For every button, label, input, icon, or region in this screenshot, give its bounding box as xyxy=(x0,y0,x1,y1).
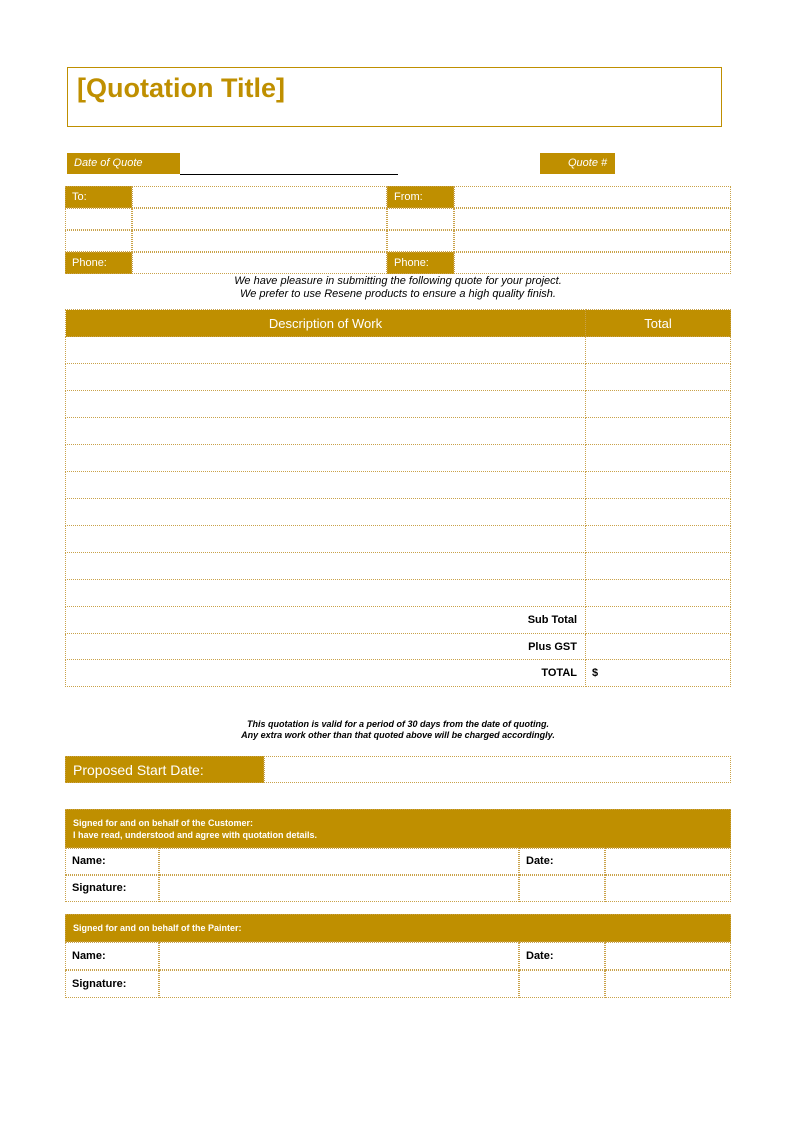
intro-line-2: We prefer to use Resene products to ensure a high quality finish. xyxy=(240,288,556,300)
total-header: Total xyxy=(586,310,731,337)
customer-header-line-1: Signed for and on behalf of the Customer: xyxy=(73,818,253,828)
description-cell[interactable] xyxy=(66,526,586,553)
to-label-text: To: xyxy=(72,191,87,203)
total-cell[interactable] xyxy=(586,337,731,364)
date-of-quote-label xyxy=(67,153,180,174)
customer-name-field[interactable] xyxy=(159,848,519,875)
customer-blank-cell xyxy=(519,875,605,902)
intro-text xyxy=(65,275,731,301)
date-of-quote-field[interactable] xyxy=(180,174,398,175)
description-cell[interactable] xyxy=(66,499,586,526)
total-cell[interactable] xyxy=(586,499,731,526)
painter-date-field[interactable] xyxy=(605,942,731,970)
phone-label-left xyxy=(65,252,132,274)
from-label-blank-3 xyxy=(387,230,454,252)
to-label-blank-3 xyxy=(65,230,132,252)
customer-signature-block xyxy=(65,809,731,902)
total-cell[interactable] xyxy=(586,445,731,472)
validity-line-2: Any extra work other than that quoted above will be charged accordingly. xyxy=(241,730,555,740)
table-row xyxy=(66,445,731,472)
customer-header-line-2: I have read, understood and agree with quotation details. xyxy=(73,830,318,840)
painter-blank-field[interactable] xyxy=(605,970,731,998)
to-from-block xyxy=(65,186,731,274)
work-table xyxy=(65,309,731,687)
customer-name-label xyxy=(65,848,159,875)
painter-blank-cell xyxy=(519,970,605,998)
subtotal-label: Sub Total xyxy=(66,607,586,634)
description-cell[interactable] xyxy=(66,472,586,499)
customer-signature-label xyxy=(65,875,159,902)
currency-symbol: $ xyxy=(592,667,599,679)
date-of-quote-text: Date of Quote xyxy=(74,157,143,169)
table-row xyxy=(66,337,731,364)
quote-number-label xyxy=(540,153,615,174)
description-cell[interactable] xyxy=(66,445,586,472)
from-phone-field[interactable] xyxy=(454,252,731,274)
start-date-row xyxy=(65,756,731,783)
gst-row xyxy=(66,634,731,660)
painter-signature-field[interactable] xyxy=(159,970,519,998)
description-header: Description of Work xyxy=(66,310,586,337)
start-date-field[interactable] xyxy=(264,756,731,783)
title-box xyxy=(67,67,722,127)
table-row xyxy=(66,472,731,499)
painter-name-label xyxy=(65,942,159,970)
total-cell[interactable] xyxy=(586,391,731,418)
phone-label-right-text: Phone: xyxy=(394,257,429,269)
to-field-2[interactable] xyxy=(132,208,387,230)
total-value[interactable] xyxy=(586,660,731,687)
validity-text xyxy=(65,719,731,741)
from-label-blank-2 xyxy=(387,208,454,230)
customer-signature-field[interactable] xyxy=(159,875,519,902)
total-label: TOTAL xyxy=(66,660,586,687)
from-field-3[interactable] xyxy=(454,230,731,252)
description-cell[interactable] xyxy=(66,337,586,364)
painter-signature-label-text: Signature: xyxy=(72,978,127,990)
gst-label: Plus GST xyxy=(66,634,586,660)
total-cell[interactable] xyxy=(586,418,731,445)
table-row xyxy=(66,580,731,607)
total-row xyxy=(66,660,731,687)
table-row xyxy=(66,364,731,391)
total-cell[interactable] xyxy=(586,526,731,553)
description-cell[interactable] xyxy=(66,580,586,607)
painter-name-label-text: Name: xyxy=(72,950,106,962)
table-row xyxy=(66,391,731,418)
quotation-title[interactable]: [Quotation Title] xyxy=(77,73,285,103)
subtotal-value[interactable] xyxy=(586,607,731,634)
painter-date-label-text: Date: xyxy=(526,950,554,962)
total-cell[interactable] xyxy=(586,580,731,607)
description-cell[interactable] xyxy=(66,364,586,391)
to-field-1[interactable] xyxy=(132,186,387,208)
customer-date-label-text: Date: xyxy=(526,855,554,867)
painter-signature-block xyxy=(65,914,731,998)
customer-signature-label-text: Signature: xyxy=(72,882,127,894)
customer-date-field[interactable] xyxy=(605,848,731,875)
table-row xyxy=(66,526,731,553)
customer-blank-field[interactable] xyxy=(605,875,731,902)
from-field-1[interactable] xyxy=(454,186,731,208)
painter-signature-label xyxy=(65,970,159,998)
description-cell[interactable] xyxy=(66,418,586,445)
total-cell[interactable] xyxy=(586,472,731,499)
start-date-label xyxy=(65,756,264,783)
painter-header xyxy=(65,914,731,942)
phone-label-right xyxy=(387,252,454,274)
customer-name-label-text: Name: xyxy=(72,855,106,867)
start-date-label-text: Proposed Start Date: xyxy=(73,762,204,778)
validity-line-1: This quotation is valid for a period of 30 days from the date of quoting. xyxy=(246,719,550,729)
description-cell[interactable] xyxy=(66,553,586,580)
description-cell[interactable] xyxy=(66,391,586,418)
to-field-3[interactable] xyxy=(132,230,387,252)
gst-value[interactable] xyxy=(586,634,731,660)
to-label-blank-2 xyxy=(65,208,132,230)
to-phone-field[interactable] xyxy=(132,252,387,274)
subtotal-row xyxy=(66,607,731,634)
total-cell[interactable] xyxy=(586,364,731,391)
table-row xyxy=(66,499,731,526)
to-label xyxy=(65,186,132,208)
painter-name-field[interactable] xyxy=(159,942,519,970)
table-row xyxy=(66,553,731,580)
from-field-2[interactable] xyxy=(454,208,731,230)
total-cell[interactable] xyxy=(586,553,731,580)
customer-header xyxy=(65,809,731,848)
painter-date-label xyxy=(519,942,605,970)
painter-header-line-1: Signed for and on behalf of the Painter: xyxy=(73,923,242,933)
phone-label-left-text: Phone: xyxy=(72,257,107,269)
customer-date-label xyxy=(519,848,605,875)
from-label xyxy=(387,186,454,208)
from-label-text: From: xyxy=(394,191,423,203)
work-table-header xyxy=(66,310,731,337)
table-row xyxy=(66,418,731,445)
quote-number-text: Quote # xyxy=(568,157,608,169)
intro-line-1: We have pleasure in submitting the following quote for your project. xyxy=(234,275,562,287)
